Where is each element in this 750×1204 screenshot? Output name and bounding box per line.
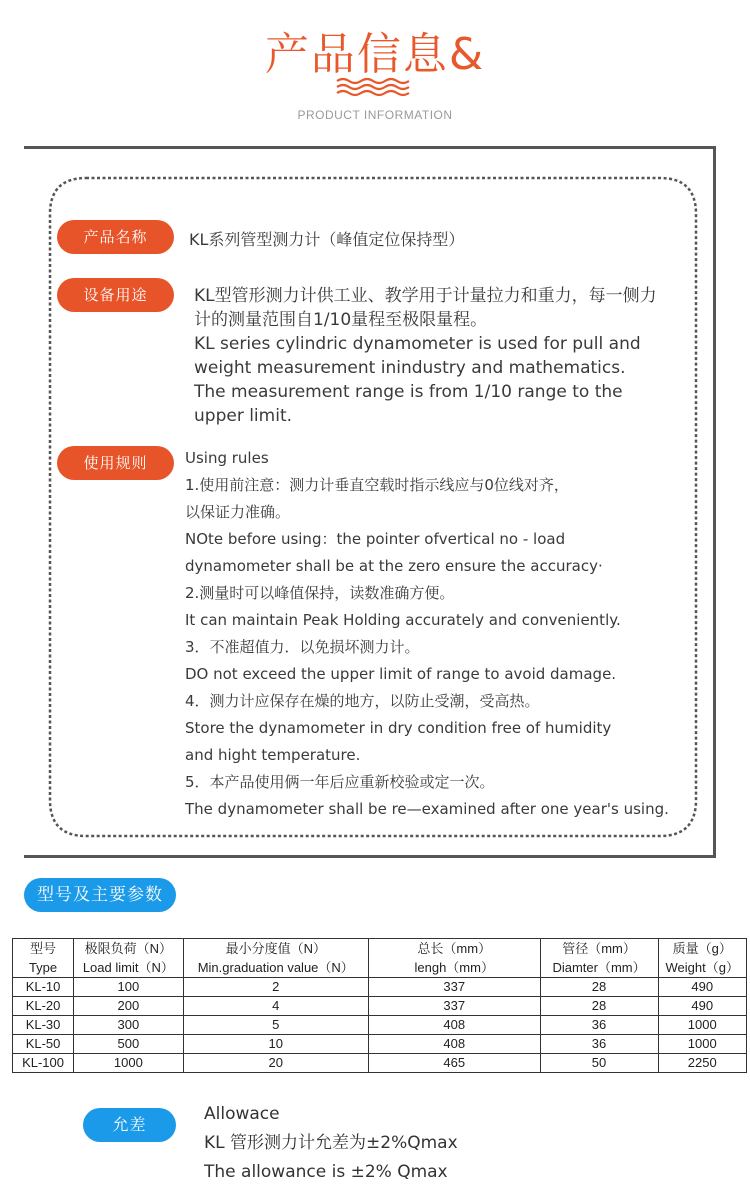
table-cell: 20: [183, 1054, 368, 1073]
table-cell: 50: [540, 1054, 658, 1073]
table-cell: 490: [658, 978, 747, 997]
table-cell: 408: [368, 1016, 540, 1035]
table-cell: 490: [658, 997, 747, 1016]
table-row: [13, 1054, 747, 1073]
wave-decoration-icon: [335, 76, 415, 96]
allowance-line: KL 管形测力计允差为±2%Qmax: [204, 1133, 458, 1153]
frame-right-border: [713, 146, 716, 858]
usage-line: KL series cylindric dynamometer is used for pull and: [194, 334, 641, 354]
page-subtitle: PRODUCT INFORMATION: [297, 108, 453, 122]
frame-bottom-border: [24, 855, 716, 858]
usage-text: [194, 284, 694, 428]
table-row: [13, 1035, 747, 1054]
rules-line: NOte before using：the pointer ofvertical no - load: [185, 530, 566, 548]
usage-line: upper limit.: [194, 406, 293, 426]
usage-line: 计的测量范围自1/10量程至极限量程。: [194, 310, 488, 330]
rules-line: 2.测量时可以峰值保持，读数准确方便。: [185, 584, 455, 602]
rules-label: 使用规则: [57, 446, 174, 480]
product-name-label: 产品名称: [57, 220, 174, 254]
table-cell: 4: [183, 997, 368, 1016]
rules-line: DO not exceed the upper limit of range to avoid damage.: [185, 665, 617, 683]
rules-line: 5．本产品使用俩一年后应重新校验或定一次。: [185, 773, 495, 791]
table-cell: 200: [74, 997, 184, 1016]
rules-line: 以保证力准确。: [185, 503, 291, 521]
table-cell: 36: [540, 1016, 658, 1035]
table-cell: 500: [74, 1035, 184, 1054]
table-cell: 408: [368, 1035, 540, 1054]
rules-line: 3．不准超值力．以免损坏测力计。: [185, 638, 420, 656]
usage-line: weight measurement inindustry and mathematics.: [194, 358, 626, 378]
table-cell: 337: [368, 978, 540, 997]
rules-line: 4．测力计应保存在燥的地方，以防止受潮，受高热。: [185, 692, 540, 710]
table-cell: 300: [74, 1016, 184, 1035]
spec-section-label: 型号及主要参数: [24, 878, 176, 912]
table-cell: 5: [183, 1016, 368, 1035]
rules-line: It can maintain Peak Holding accurately and conveniently.: [185, 611, 621, 629]
table-cell: 28: [540, 997, 658, 1016]
table-cell: KL-20: [13, 997, 74, 1016]
rules-line: Store the dynamometer in dry condition free of humidity: [185, 719, 612, 737]
allowance-label: 允差: [83, 1108, 176, 1142]
table-cell: 2: [183, 978, 368, 997]
rules-line: The dynamometer shall be re—examined after one year's using.: [185, 800, 669, 818]
table-cell: 1000: [658, 1016, 747, 1035]
usage-line: The measurement range is from 1/10 range to the: [194, 382, 623, 402]
spec-table: [12, 938, 747, 1073]
table-header-diameter: 管径（mm） Diamter（mm）: [540, 939, 658, 978]
table-row: [13, 978, 747, 997]
table-cell: 10: [183, 1035, 368, 1054]
table-cell: 2250: [658, 1054, 747, 1073]
table-cell: 465: [368, 1054, 540, 1073]
table-cell: 100: [74, 978, 184, 997]
table-cell: KL-100: [13, 1054, 74, 1073]
page-title: 产品信息&: [264, 29, 486, 80]
table-cell: 36: [540, 1035, 658, 1054]
rules-line: Using rules: [185, 449, 269, 467]
table-row: [13, 997, 747, 1016]
table-cell: 1000: [74, 1054, 184, 1073]
spec-table-header-row: [13, 939, 747, 978]
table-header-load-limit: 极限负荷（N） Load limit（N）: [74, 939, 184, 978]
table-header-min-graduation: 最小分度值（N） Min.graduation value（N）: [183, 939, 368, 978]
table-cell: KL-10: [13, 978, 74, 997]
usage-line: KL型管形测力计供工业、教学用于计量拉力和重力，每一侧力: [194, 286, 657, 306]
allowance-text: [204, 1100, 704, 1187]
table-cell: 1000: [658, 1035, 747, 1054]
table-header-type: 型号 Type: [13, 939, 74, 978]
table-row: [13, 1016, 747, 1035]
usage-label: 设备用途: [57, 278, 174, 312]
table-cell: KL-30: [13, 1016, 74, 1035]
rules-text: [185, 445, 705, 823]
rules-line: dynamometer shall be at the zero ensure the accuracy·: [185, 557, 603, 575]
table-header-weight: 质量（g） Weight（g）: [658, 939, 747, 978]
table-cell: 337: [368, 997, 540, 1016]
allowance-line: Allowace: [204, 1104, 280, 1124]
rules-line: 1.使用前注意：测力计垂直空载时指示线应与0位线对齐，: [185, 476, 569, 494]
table-cell: 28: [540, 978, 658, 997]
table-cell: KL-50: [13, 1035, 74, 1054]
table-header-length: 总长（mm） lengh（mm）: [368, 939, 540, 978]
product-name-value: KL系列管型测力计（峰值定位保持型）: [189, 230, 465, 249]
frame-top-border: [24, 146, 716, 149]
rules-line: and hight temperature.: [185, 746, 361, 764]
allowance-line: The allowance is ±2% Qmax: [204, 1162, 448, 1182]
